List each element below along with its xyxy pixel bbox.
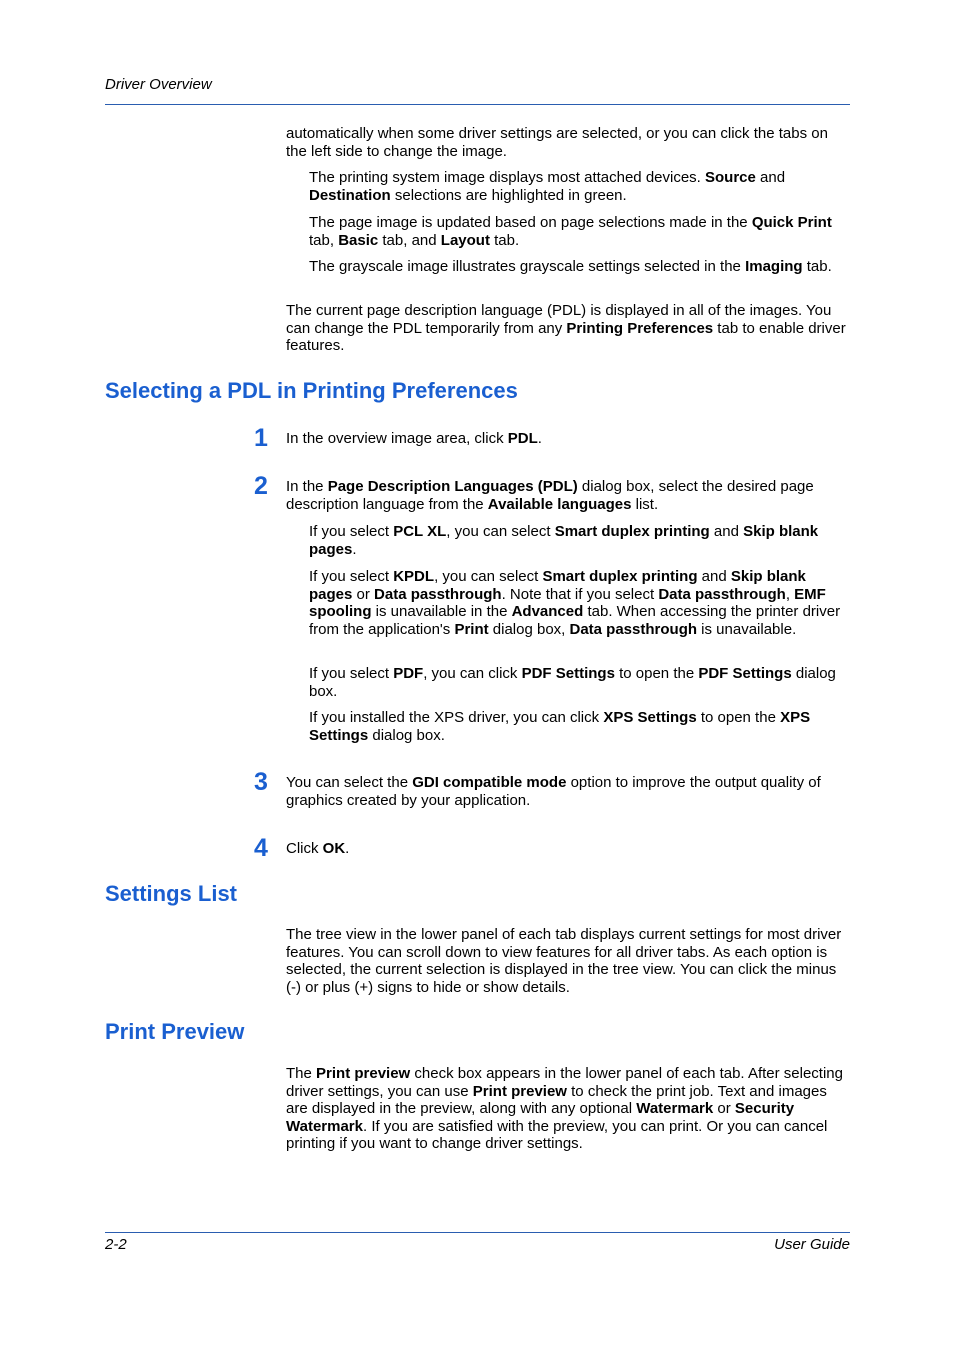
bold-term: PCL XL [393,523,447,540]
intro-paragraph: automatically when some driver settings are selected, or you can click the tabs on the left side to change the image. [286,125,828,160]
step-number: 2 [254,472,268,500]
bold-term: XPS Settings [309,709,811,744]
step-2-note-xps: If you installed the XPS driver, you can click XPS Settings to open the XPS Settings dialog box. [309,709,811,744]
bold-term: Data passthrough [658,585,786,603]
step-number: 1 [254,424,268,452]
bold-term: PDF Settings [698,665,792,682]
bold-term: Watermark [636,1100,714,1118]
intro-pdl-paragraph: The current page description language (PDL) is displayed in all of the images. You can change the PDL temporarily from any Printing Preferences tab to enable driver features. [286,302,846,355]
intro-note-grayscale: The grayscale image illustrates grayscale settings selected in the Imaging tab. [309,258,832,275]
bold-term: Source [705,169,756,186]
bold-term: Advanced [511,603,584,621]
bold-term: KPDL [393,568,435,585]
bold-term: GDI compatible mode [412,774,567,791]
footer-rule [105,1232,850,1233]
header-rule [105,104,850,105]
bold-term: EMF spooling [309,585,826,621]
bold-term: Skip blank pages [309,568,806,603]
step-number: 3 [254,768,268,796]
bold-term: Printing Preferences [566,319,714,337]
bold-term: Available languages [487,495,632,513]
bold-term: Print preview [472,1082,567,1100]
bold-term: Quick Print [751,214,832,231]
header-title: Driver Overview [105,76,212,93]
bold-term: Destination [309,186,391,204]
step-3-text: You can select the GDI compatible mode option to improve the output quality of graphics created by your application. [286,774,821,809]
section-heading-print-preview: Print Preview [105,1019,245,1044]
bold-term: Layout [440,231,490,249]
step-2-note-pdf: If you select PDF, you can click PDF Settings to open the PDF Settings dialog box. [309,665,836,700]
step-2-note-pclxl: If you select PCL XL, you can select Smart duplex printing and Skip blank pages. [309,523,819,558]
bold-term: Print [454,620,489,638]
bold-term: Security Watermark [286,1100,795,1135]
bold-term: Basic [338,231,379,249]
footer-guide-title: User Guide [774,1236,850,1253]
step-1-text: In the overview image area, click PDL. [286,430,542,447]
step-2-text: In the Page Description Languages (PDL) dialog box, select the desired page description language from the Available languages list. [286,478,814,513]
bold-term: Smart duplex printing [542,568,698,585]
bold-term: XPS Settings [603,709,697,726]
bold-term: Page Description Languages (PDL) [327,478,578,495]
bold-term: Data passthrough [569,620,698,638]
bold-term: PDF [393,665,424,682]
bold-term: PDL [507,430,538,447]
bold-term: Smart duplex printing [554,523,710,540]
footer-page-number: 2-2 [105,1236,127,1253]
bold-term: PDF Settings [521,665,615,682]
bold-term: Data passthrough [374,585,502,603]
section-heading-settings-list: Settings List [105,881,238,906]
intro-note-printing-system: The printing system image displays most attached devices. Source and Destination selections are highlighted in green. [309,169,786,204]
step-number: 4 [254,834,268,862]
settings-list-paragraph: The tree view in the lower panel of each tab displays current settings for most driver features. You can scroll down to view features for all driver tabs. As each option is selected, the current selection is displayed in the tree view. You can click the minus (-) or plus (+) signs to hide or show details. [286,926,842,996]
bold-term: Imaging [745,258,803,275]
print-preview-paragraph: The Print preview check box appears in the lower panel of each tab. After selecting driver settings, you can use Print preview to check the print job. Text and images are displayed in the preview, along with any optional Watermark or Security Watermark. If you are satisfied with the preview, you can print. Or you can cancel printing if you want to change driver settings. [286,1065,843,1153]
bold-term: OK [322,840,346,857]
section-heading-selecting-pdl: Selecting a PDL in Printing Preferences [105,378,518,403]
bold-term: Skip blank pages [309,523,819,558]
step-2-note-kpdl: If you select KPDL, you can select Smart duplex printing and Skip blank pages or Data passthrough. Note that if you select Data passthrough, EMF spooling is unavailable in the Advanced tab. When accessing the printer driver from the application's Print dialog box, Data passthrough is unavailable. [309,568,841,638]
step-4-text: Click OK. [286,840,350,857]
bold-term: Print preview [316,1065,411,1082]
intro-note-page-image: The page image is updated based on page selections made in the Quick Print tab, Basic tab, and Layout tab. [309,214,832,249]
